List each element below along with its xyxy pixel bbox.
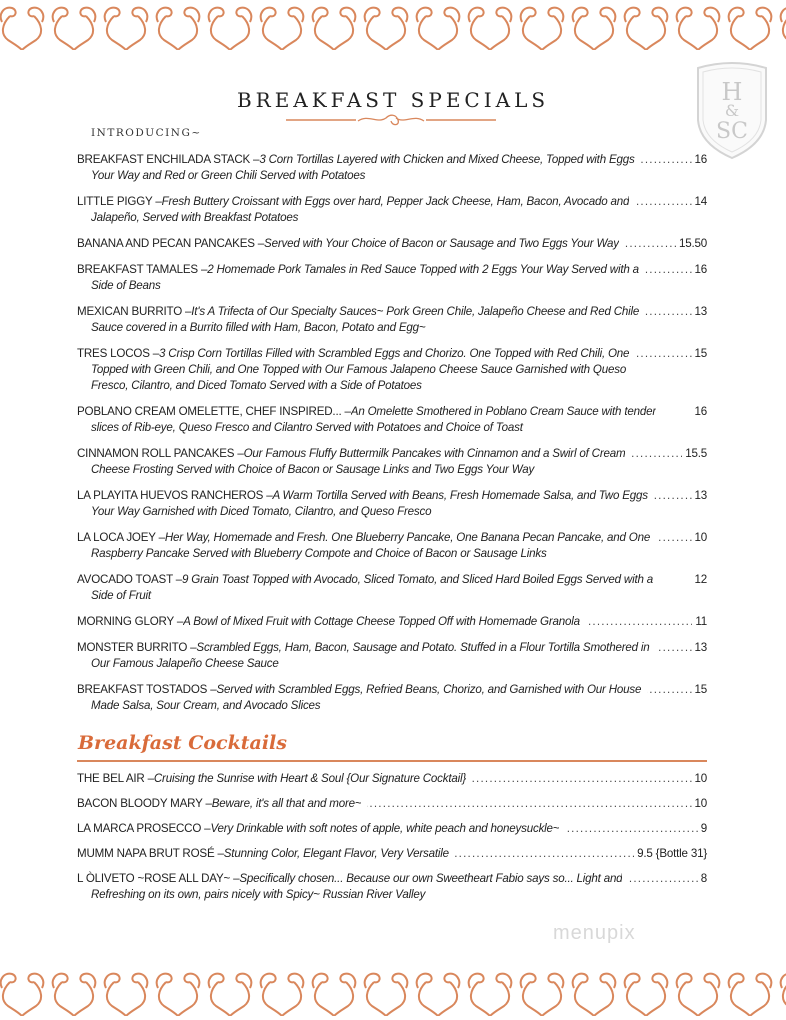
menu-item-description: A Warm Tortilla Served with Beans, Fresh Homemade Salsa, and Two Eggs bbox=[272, 489, 648, 502]
cocktails-divider bbox=[77, 760, 707, 762]
menu-item-price: 9 bbox=[700, 822, 707, 835]
menu-item-price: 16 bbox=[694, 153, 707, 166]
menu-item-line bbox=[77, 530, 707, 546]
menu-item-description: Beware, it's all that and more~ bbox=[211, 797, 362, 810]
menu-item-price: 15 bbox=[694, 683, 707, 696]
menu-item-price: 12 bbox=[694, 573, 707, 586]
menu-item-description: Fresh Buttery Croissant with Eggs over hard, Pepper Jack Cheese, Ham, Bacon, Avocado and bbox=[161, 195, 630, 208]
menu-item-price: 16 bbox=[694, 263, 707, 276]
dot-leader bbox=[625, 236, 676, 252]
menu-item-price: 10 bbox=[694, 772, 707, 785]
dot-leader bbox=[586, 614, 693, 630]
dot-leader bbox=[654, 488, 692, 504]
menu-item-description-continued: Your Way Garnished with Diced Tomato, Cilantro, and Queso Fresco bbox=[91, 505, 432, 518]
menu-item-description: 9 Grain Toast Topped with Avocado, Sliced Tomato, and Sliced Hard Boiled Eggs Served with a bbox=[182, 573, 653, 586]
menu-item-line bbox=[77, 682, 707, 698]
menu-item bbox=[77, 262, 707, 294]
menu-item-line bbox=[77, 572, 707, 588]
breakfast-specials-list bbox=[77, 152, 707, 724]
menu-item bbox=[77, 846, 707, 862]
dot-leader bbox=[631, 446, 682, 462]
menu-item bbox=[77, 572, 707, 604]
menupix-watermark: menupix bbox=[553, 922, 636, 944]
menu-item-price: 15.5 bbox=[685, 447, 707, 460]
menu-item-description: Our Famous Fluffy Buttermilk Pancakes with Cinnamon and a Swirl of Cream bbox=[243, 447, 626, 460]
dot-leader bbox=[455, 846, 634, 862]
menu-item-name: THE BEL AIR – bbox=[77, 772, 154, 785]
dot-leader bbox=[472, 771, 691, 787]
menu-item-price: 15.50 bbox=[678, 237, 707, 250]
menu-item-description-continued: Made Salsa, Sour Cream, and Avocado Slices bbox=[91, 699, 321, 712]
menu-item-name: LA MARCA PROSECCO – bbox=[77, 822, 211, 835]
decorative-border-top bbox=[0, 0, 786, 50]
menu-item-price: 14 bbox=[694, 195, 707, 208]
dot-leader bbox=[367, 796, 691, 812]
menu-item bbox=[77, 530, 707, 562]
menu-item-line bbox=[77, 846, 707, 862]
menu-item-line bbox=[77, 796, 707, 812]
menu-item-price: 10 bbox=[694, 797, 707, 810]
menu-item-line bbox=[77, 304, 707, 320]
menu-item-line bbox=[77, 194, 707, 210]
menu-item-description: Served with Scrambled Eggs, Refried Beans, Chorizo, and Garnished with Our House bbox=[216, 683, 642, 696]
dot-leader bbox=[645, 262, 692, 278]
menu-item-name: BACON BLOODY MARY – bbox=[77, 797, 212, 810]
page-title: BREAKFAST SPECIALS bbox=[236, 88, 550, 112]
menu-item-line bbox=[77, 640, 707, 656]
menu-item bbox=[77, 682, 707, 714]
menu-item-description-continued: Fresco, Cilantro, and Diced Tomato Served with a Side of Potatoes bbox=[91, 379, 422, 392]
menu-item-price: 13 bbox=[694, 305, 707, 318]
menu-item-name: L ÒLIVETO ~ROSE ALL DAY~ – bbox=[77, 872, 240, 885]
menu-item-description: Her Way, Homemade and Fresh. One Blueberry Pancake, One Banana Pecan Pancake, and One bbox=[164, 531, 651, 544]
menu-item-description: A Bowl of Mixed Fruit with Cottage Cheese Topped Off with Homemade Granola bbox=[183, 615, 580, 628]
menu-item-price: 15 bbox=[694, 347, 707, 360]
dot-leader bbox=[635, 346, 691, 362]
menu-item bbox=[77, 796, 707, 812]
menu-item bbox=[77, 871, 707, 903]
menu-item-line bbox=[77, 236, 707, 252]
menu-item-price: 13 bbox=[694, 489, 707, 502]
menu-item-name: LA PLAYITA HUEVOS RANCHEROS – bbox=[77, 489, 273, 502]
menu-item-description: Stunning Color, Elegant Flavor, Very Versatile bbox=[223, 847, 449, 860]
breakfast-cocktails-list bbox=[77, 771, 707, 912]
menu-item-name: BREAKFAST TAMALES – bbox=[77, 263, 208, 276]
dot-leader bbox=[628, 871, 697, 887]
decorative-border-bottom bbox=[0, 966, 786, 1016]
svg-text:&: & bbox=[724, 101, 740, 120]
menu-item bbox=[77, 446, 707, 478]
menu-item-description-continued: Refreshing on its own, pairs nicely with Spicy~ Russian River Valley bbox=[91, 888, 426, 901]
menu-item bbox=[77, 488, 707, 520]
menu-item-name: LA LOCA JOEY – bbox=[77, 531, 165, 544]
menu-item-description: An Omelette Smothered in Poblano Cream Sauce with tender bbox=[350, 405, 657, 418]
menu-item-name: BREAKFAST ENCHILADA STACK – bbox=[77, 153, 260, 166]
menu-item-line bbox=[77, 871, 707, 887]
menu-item-name: AVOCADO TOAST – bbox=[77, 573, 183, 586]
menu-item-price: 16 bbox=[694, 405, 707, 418]
menu-item-description-continued: Side of Fruit bbox=[91, 589, 151, 602]
menu-item-name: MONSTER BURRITO – bbox=[77, 641, 197, 654]
menu-item-line bbox=[77, 346, 707, 362]
menu-item-description-continued: Sauce covered in a Burrito filled with Ham, Bacon, Potato and Egg~ bbox=[91, 321, 426, 334]
menu-item bbox=[77, 404, 707, 436]
menu-item-line bbox=[77, 446, 707, 462]
menu-item-description-continued: Jalapeño, Served with Breakfast Potatoes bbox=[91, 211, 299, 224]
menu-item-description-continued: slices of Rib-eye, Queso Fresco and Cilantro Served with Potatoes and Choice of Toast bbox=[91, 421, 523, 434]
menu-item-line bbox=[77, 404, 707, 420]
menu-item-description-continued: Your Way and Red or Green Chili Served with Potatoes bbox=[91, 169, 366, 182]
menu-item-description: Very Drinkable with soft notes of apple, white peach and honeysuckle~ bbox=[210, 822, 560, 835]
menu-item-description-continued: Our Famous Jalapeño Cheese Sauce bbox=[91, 657, 279, 670]
menu-item-price: 9.5 {Bottle 31} bbox=[637, 847, 707, 860]
svg-text:SC: SC bbox=[716, 119, 748, 144]
menu-item-price: 10 bbox=[694, 531, 707, 544]
menu-item bbox=[77, 771, 707, 787]
menu-item-name: BANANA AND PECAN PANCAKES – bbox=[77, 237, 265, 250]
menu-item-line bbox=[77, 771, 707, 787]
menu-item-line bbox=[77, 488, 707, 504]
menu-item-description: Scrambled Eggs, Ham, Bacon, Sausage and Potato. Stuffed in a Flour Tortilla Smothered in bbox=[196, 641, 650, 654]
menu-item-line bbox=[77, 614, 707, 630]
menu-item bbox=[77, 236, 707, 252]
dot-leader bbox=[645, 304, 691, 320]
dot-leader bbox=[641, 152, 692, 168]
svg-text:H: H bbox=[721, 78, 743, 106]
hsc-logo-crest bbox=[694, 60, 770, 160]
menu-item-line bbox=[77, 821, 707, 837]
menu-item-price: 11 bbox=[695, 615, 707, 628]
menu-item bbox=[77, 304, 707, 336]
menu-item-line bbox=[77, 262, 707, 278]
intro-label: INTRODUCING~ bbox=[91, 127, 202, 139]
cocktails-heading: Breakfast Cocktails bbox=[78, 732, 287, 754]
menu-item-name: MUMM NAPA BRUT ROSÉ – bbox=[77, 847, 224, 860]
menu-item-description-continued: Cheese Frosting Served with Choice of Bacon or Sausage Links and Two Eggs Your Way bbox=[91, 463, 535, 476]
dot-leader bbox=[656, 640, 692, 656]
menu-item-line bbox=[77, 152, 707, 168]
menu-item-description: 3 Corn Tortillas Layered with Chicken and Mixed Cheese, Topped with Eggs bbox=[259, 153, 635, 166]
dot-leader bbox=[565, 821, 697, 837]
menu-item bbox=[77, 152, 707, 184]
menu-item-description-continued: Topped with Green Chili, and One Topped with Our Famous Jalapeno Cheese Sauce Garnished with Queso bbox=[91, 363, 627, 376]
menu-item-description: It's A Trifecta of Our Specialty Sauces~ Pork Green Chile, Jalapeño Cheese and Red Chile bbox=[191, 305, 640, 318]
menu-item-name: MEXICAN BURRITO – bbox=[77, 305, 192, 318]
menu-item-description: Specifically chosen... Because our own Sweetheart Fabio says so... Light and bbox=[239, 872, 623, 885]
menu-item-price: 13 bbox=[694, 641, 707, 654]
dot-leader bbox=[635, 194, 691, 210]
menu-item-name: POBLANO CREAM OMELETTE, CHEF INSPIRED... – bbox=[77, 405, 351, 418]
menu-item-name: LITTLE PIGGY – bbox=[77, 195, 162, 208]
menu-item bbox=[77, 640, 707, 672]
menu-item-name: CINNAMON ROLL PANCAKES – bbox=[77, 447, 244, 460]
menu-item bbox=[77, 614, 707, 630]
menu-item-name: MORNING GLORY – bbox=[77, 615, 184, 628]
title-flourish-divider bbox=[286, 112, 496, 128]
menu-item-description: Served with Your Choice of Bacon or Sausage and Two Eggs Your Way bbox=[264, 237, 619, 250]
menu-item-description: 2 Homemade Pork Tamales in Red Sauce Topped with 2 Eggs Your Way Served with a bbox=[207, 263, 639, 276]
menu-item bbox=[77, 194, 707, 226]
menu-item bbox=[77, 346, 707, 394]
menu-item-description-continued: Raspberry Pancake Served with Blueberry Compote and Choice of Bacon or Sausage Links bbox=[91, 547, 547, 560]
dot-leader bbox=[647, 682, 691, 698]
menu-item-description: 3 Crisp Corn Tortillas Filled with Scrambled Eggs and Chorizo. One Topped with Red Chili, One bbox=[159, 347, 630, 360]
menu-item bbox=[77, 821, 707, 837]
menu-item-description: Cruising the Sunrise with Heart & Soul {Our Signature Cocktail} bbox=[153, 772, 467, 785]
dot-leader bbox=[656, 530, 691, 546]
menu-item-name: BREAKFAST TOSTADOS – bbox=[77, 683, 217, 696]
menu-item-description-continued: Side of Beans bbox=[91, 279, 161, 292]
menu-item-name: TRES LOCOS – bbox=[77, 347, 160, 360]
menu-item-price: 8 bbox=[700, 872, 707, 885]
